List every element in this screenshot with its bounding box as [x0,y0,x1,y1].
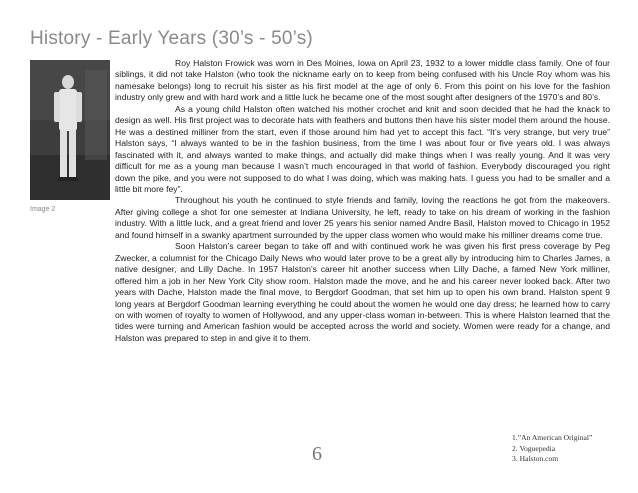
reference-item: 1.”An American Original” [512,433,593,442]
paragraph: As a young child Halston often watched his mother crochet and knit and soon decided that he had the knack to design as well. His first project was to decorate hats with feathers and buttons then have his sister model them around the house. He was a destined milliner from the start, even if those around him had yet to accept this fact. “It’s very strange, but very true” Halston says, “I always wanted to be in the fashion business, from the time I was about four or five years old. I was always fascinated with it, and always wanted to make things, and actually did make things when I was really young. And it was very difficult for me as a young man because I wasn’t much encouraged in that world of fashion. Everybody discouraged you right down the pike, and you were not supposed to do what I was doing, which was making hats. I guess you had to be smaller and a little bit more fey”. [115,103,610,194]
historical-photo [30,60,110,200]
references-list [512,433,592,465]
article-body [115,58,610,344]
reference-item: 2. Voguepedia [512,443,556,453]
paragraph: Soon Halston’s career began to take off and with continued work he was given his first press coverage by Peg Zwecker, a columnist for the Chicago Daily News who would later prove to be a great ally by introducing him to Charles James, a native designer, and Lilly Dache. In 1957 Halston’s career hit another success when Lilly Dache, a famed New York milliner, offered him a job in her New York City show room. Halston made the move, and he and his career never looked back. After two years with Dache, Halston made the final move, to Bergdorf Goodman, that set him up to open his own brand. Halston spent 9 long years at Bergdorf Goodman learning everything he could about the women he would one day dress; he learned how to carry on with women of royalty to women of Hollywood, and any upper-class woman in-between. This is where Halston learned that the tides were turning and American fashion would be accepted across the world and society. Women were ready for a change, and Halston was prepared to step in and give it to them. [115,241,610,343]
man-standing-photo-icon [30,60,110,200]
image-caption: Image 2 [30,206,56,213]
page-number: 6 [312,443,322,465]
paragraph: Roy Halston Frowick was worn in Des Moines, Iowa on April 23, 1932 to a lower middle class family. One of four siblings, it did not take Halston (who took the nickname early on to keep from being confused with his Uncle Roy whom was his namesake belongs) long to recruit his sister as his first model at the age of only 6. From this point on his love for the fashion industry only grew and with hard work and a little luck he became one of the most sought after designers of the 1970’s and 80’s. [115,58,610,103]
page-title: History - Early Years (30’s - 50’s) [30,28,313,49]
paragraph: Throughout his youth he continued to style friends and family, loving the reactions he got from the makeovers. After giving college a shot for one semester at Indiana University, he left, ready to take on his dream of working in the fashion industry. With a little luck, and a great friend and lover 25 years his senior named Andre Basil, Halston moved to Chicago in 1952 and found himself in a swanky apartment surrounded by the upper class women who would make his milliner dreams come true. [115,195,610,240]
reference-item: 3. Halston.com [512,454,559,463]
